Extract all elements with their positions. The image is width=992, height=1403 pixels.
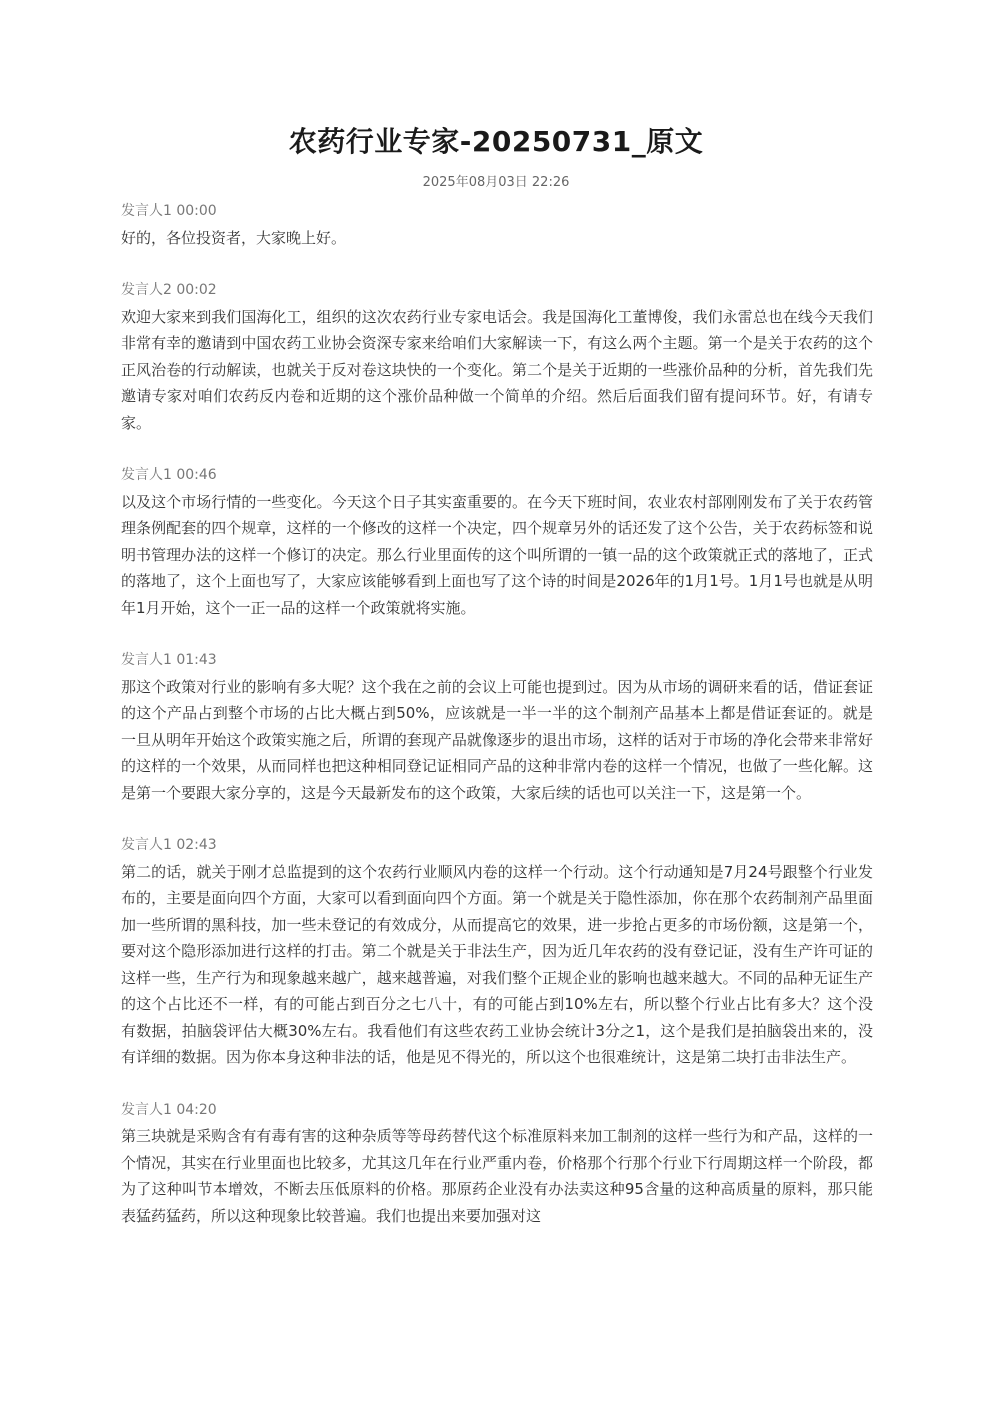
speech-text: 欢迎大家来到我们国海化工，组织的这次农药行业专家电话会。我是国海化工董博俊，我们永雷总也在线今天我们非常有幸的邀请到中国农药工业协会资深专家来给咱们大家解读一下，有这么两个主题。第一个是关于农药的这个正风治卷的行动解读，也就关于反对卷这块快的一个变化。第二个是关于近期的一些涨价品种的分析，首先我们先邀请专家对咱们农药反内卷和近期的这个涨价品种做一个简单的介绍。然后后面我们留有提问环节。好，有请专家。 — [121, 307, 873, 432]
speaker-timestamp: 发言人1 01:43 — [121, 652, 217, 668]
transcript-segment — [121, 462, 873, 621]
transcript-segment — [121, 1097, 873, 1230]
speech-text: 好的，各位投资者，大家晚上好。 — [121, 228, 347, 247]
transcript-segment — [121, 277, 873, 436]
transcript-segment — [121, 647, 873, 806]
speaker-timestamp: 发言人1 02:43 — [121, 837, 217, 853]
speaker-timestamp: 发言人1 04:20 — [121, 1101, 217, 1118]
speaker-timestamp: 发言人2 00:02 — [121, 282, 217, 298]
speech-text: 第三块就是采购含有有毒有害的这种杂质等等母药替代这个标准原料来加工制剂的这样一些行为和产品，这样的一个情况，其实在行业里面也比较多，尤其这几年在行业严重内卷，价格那个行那个行业下行周期这样一个阶段，都为了这种叫节本增效，不断去压低原料的价格。那原药企业没有办法卖这种95含量的这种高质量的原料，那只能表猛药猛药，所以这种现象比较普遍。我们也提出来要加强对这 — [121, 1127, 873, 1225]
speaker-timestamp: 发言人1 00:00 — [121, 203, 217, 219]
speaker-timestamp: 发言人1 00:46 — [121, 467, 217, 483]
speech-text: 那这个政策对行业的影响有多大呢？这个我在之前的会议上可能也提到过。因为从市场的调研来看的话，借证套证的这个产品占到整个市场的占比大概占到50%，应该就是一半一半的这个制剂产品基本上都是借证套证的。就是一旦从明年开始这个政策实施之后，所谓的套现产品就像逐步的退出市场，这样的话对于市场的净化会带来非常好的这样的一个效果，从而同样也把这种相同登记证相同产品的这种非常内卷的这样一个情况，也做了一些化解。这是第一个要跟大家分享的，这是今天最新发布的这个政策，大家后续的话也可以关注一下，这是第一个。 — [121, 677, 873, 802]
speech-text: 以及这个市场行情的一些变化。今天这个日子其实蛮重要的。在今天下班时间，农业农村部刚刚发布了关于农药管理条例配套的四个规章，这样的一个修改的这样一个决定，四个规章另外的话还发了这个公告，关于农药标签和说明书管理办法的这样一个修订的决定。那么行业里面传的这个叫所谓的一镇一品的这个政策就正式的落地了，正式的落地了，这个上面也写了，大家应该能够看到上面也写了这个诗的时间是2026年的1月1号。1月1号也就是从明年1月开始，这个一正一品的这样一个政策就将实施。 — [121, 492, 873, 617]
speech-text: 第二的话，就关于刚才总监提到的这个农药行业顺风内卷的这样一个行动。这个行动通知是7月24号跟整个行业发布的，主要是面向四个方面，大家可以看到面向四个方面。第一个就是关于隐性添加，你在那个农药制剂产品里面加一些所谓的黑科技，加一些未登记的有效成分，从而提高它的效果，进一步抢占更多的市场份额，这是第一个，要对这个隐形添加进行这样的打击。第二个就是关于非法生产，因为近几年农药的没有登记证，没有生产许可证的这样一些，生产行为和现象越来越广，越来越普遍，对我们整个正规企业的影响也越来越大。不同的品种无证生产的这个占比还不一样，有的可能占到百分之七八十，有的可能占到10%左右，所以整个行业占比有多大？这个没有数据，拍脑袋评估大概30%左右。我看他们有这些农药工业协会统计3分之1，这个是我们是拍脑袋出来的，没有详细的数据。因为你本身这种非法的话，他是见不得光的，所以这个也很难统计，这是第二块打击非法生产。 — [121, 862, 873, 1066]
transcript-body — [121, 198, 873, 1255]
transcript-segment — [121, 832, 873, 1071]
document-date: 2025年08月03日 22:26 — [422, 175, 570, 190]
transcript-segment — [121, 198, 873, 251]
document-title: 农药行业专家-20250731_原文 — [288, 125, 704, 158]
